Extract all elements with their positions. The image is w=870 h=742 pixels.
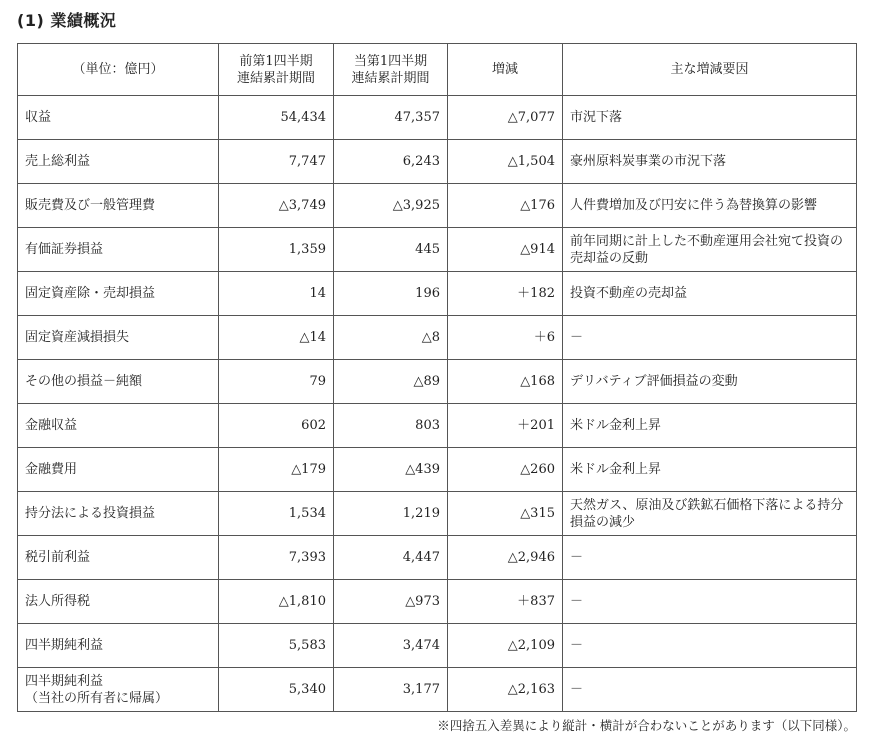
row-prev-value: 14 [219,272,334,316]
header-prev-line1: 前第1四半期 [239,53,313,69]
row-reason: － [563,316,857,360]
row-prev-value: △14 [219,316,334,360]
row-change-value: ＋837 [448,580,563,624]
row-curr-value: 3,177 [334,668,448,712]
row-item: 法人所得税 [18,580,219,624]
table-row [18,360,857,404]
row-curr-value: 3,474 [334,624,448,668]
row-curr-value: 47,357 [334,96,448,140]
table-row [18,404,857,448]
table-row [18,228,857,272]
row-prev-value: 1,534 [219,492,334,536]
row-prev-value: 5,340 [219,668,334,712]
row-prev-value: △3,749 [219,184,334,228]
row-change-value: △315 [448,492,563,536]
footnote: ※四捨五入差異により縦計・横計が合わないことがあります（以下同様）。 [437,718,856,733]
row-reason: 米ドル金利上昇 [563,448,857,492]
row-item: 有価証券損益 [18,228,219,272]
row-curr-value: 6,243 [334,140,448,184]
row-curr-value: 4,447 [334,536,448,580]
row-curr-value: △439 [334,448,448,492]
row-item: 金融費用 [18,448,219,492]
row-item: 固定資産除・売却損益 [18,272,219,316]
row-curr-value: 803 [334,404,448,448]
header-curr-line2: 連結累計期間 [351,70,430,86]
row-item: その他の損益－純額 [18,360,219,404]
section-heading: (1) 業績概況 [17,11,117,30]
row-change-value: △168 [448,360,563,404]
performance-table [17,43,857,712]
row-change-value: ＋6 [448,316,563,360]
row-item: 持分法による投資損益 [18,492,219,536]
row-curr-value: △8 [334,316,448,360]
header-unit: （単位：億円） [18,44,219,96]
row-prev-value: △179 [219,448,334,492]
row-prev-value: △1,810 [219,580,334,624]
row-reason: － [563,624,857,668]
row-item: 販売費及び一般管理費 [18,184,219,228]
row-curr-value: △973 [334,580,448,624]
row-reason: 前年同期に計上した不動産運用会社宛て投資の売却益の反動 [563,228,857,272]
row-curr-value: △3,925 [334,184,448,228]
table-row [18,184,857,228]
header-curr-period [334,44,448,96]
table-row [18,96,857,140]
row-curr-value: △89 [334,360,448,404]
row-reason: － [563,536,857,580]
row-reason: 豪州原料炭事業の市況下落 [563,140,857,184]
row-reason: デリバティブ評価損益の変動 [563,360,857,404]
row-prev-value: 5,583 [219,624,334,668]
row-reason: 人件費増加及び円安に伴う為替換算の影響 [563,184,857,228]
table-row [18,492,857,536]
header-prev-period [219,44,334,96]
table-row [18,140,857,184]
row-change-value: △2,946 [448,536,563,580]
table-row [18,668,857,712]
row-change-value: △1,504 [448,140,563,184]
row-change-value: △7,077 [448,96,563,140]
row-change-value: △2,109 [448,624,563,668]
table-row [18,316,857,360]
row-prev-value: 7,747 [219,140,334,184]
table-row [18,624,857,668]
row-item-line2: （当社の所有者に帰属） [25,690,169,706]
row-reason: － [563,668,857,712]
row-change-value: △260 [448,448,563,492]
row-item: 固定資産減損損失 [18,316,219,360]
row-item: 税引前利益 [18,536,219,580]
row-reason: － [563,580,857,624]
header-reason: 主な増減要因 [563,44,857,96]
table-row [18,580,857,624]
row-item: 四半期純利益 [18,624,219,668]
row-item: 収益 [18,96,219,140]
row-curr-value: 1,219 [334,492,448,536]
row-item [18,668,219,712]
table-row [18,448,857,492]
header-prev-line2: 連結累計期間 [236,70,315,86]
row-curr-value: 196 [334,272,448,316]
row-reason: 投資不動産の売却益 [563,272,857,316]
row-change-value: △176 [448,184,563,228]
table-header-row [18,44,857,96]
row-reason: 天然ガス、原油及び鉄鉱石価格下落による持分損益の減少 [563,492,857,536]
row-reason: 市況下落 [563,96,857,140]
row-change-value: △2,163 [448,668,563,712]
table-row [18,272,857,316]
row-reason: 米ドル金利上昇 [563,404,857,448]
row-change-value: ＋201 [448,404,563,448]
row-change-value: ＋182 [448,272,563,316]
header-curr-line1: 当第1四半期 [353,53,428,69]
header-change: 増減 [448,44,563,96]
row-change-value: △914 [448,228,563,272]
row-item: 売上総利益 [18,140,219,184]
row-prev-value: 602 [219,404,334,448]
row-item-line1: 四半期純利益 [25,673,104,689]
row-prev-value: 79 [219,360,334,404]
table-row [18,536,857,580]
row-curr-value: 445 [334,228,448,272]
row-prev-value: 54,434 [219,96,334,140]
row-prev-value: 1,359 [219,228,334,272]
row-prev-value: 7,393 [219,536,334,580]
row-item: 金融収益 [18,404,219,448]
